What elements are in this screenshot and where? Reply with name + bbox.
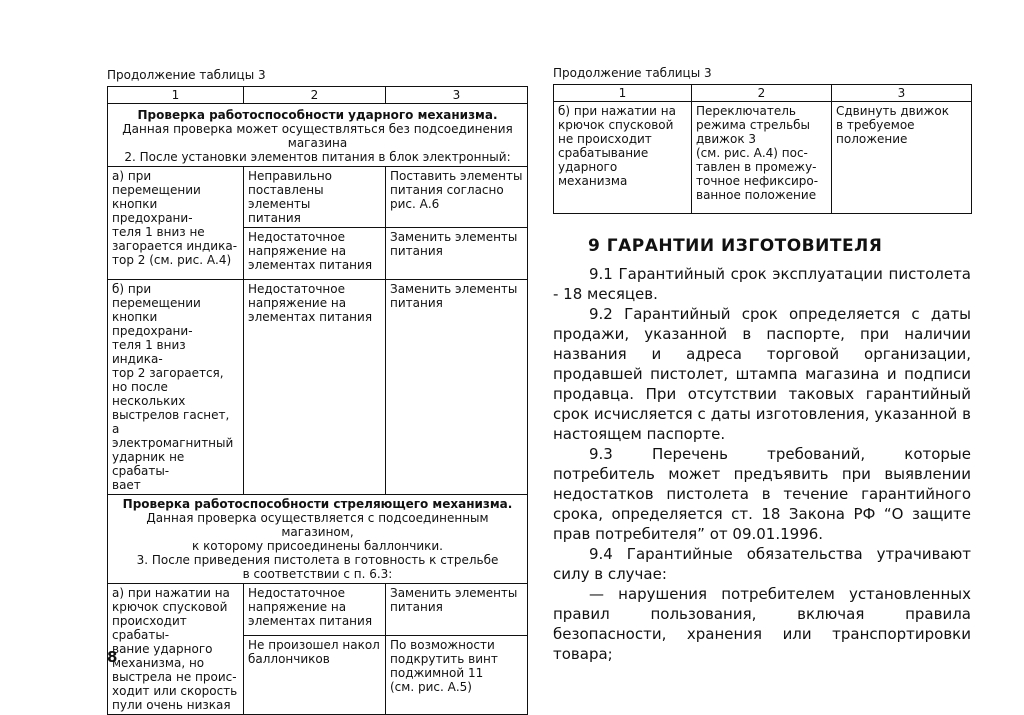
table-header-row (554, 85, 972, 102)
col-header-1: 1 (108, 87, 244, 104)
fix-reinstall-batteries: Поставить элементы питания согласно рис. А.6 (386, 167, 528, 228)
section-row-firing (108, 495, 528, 584)
paragraph-9-3: 9.3 Перечень требований, которые потребитель может предъявить при выявлении недостатков пистолета в течение гарантийного срока, определяется ст. 18 Закона РФ “О защите прав потребителя” от 09.01.1996. (553, 445, 971, 543)
section-title-firing: Проверка работоспособности стреляющего механизма. (122, 497, 513, 511)
left-table (107, 86, 528, 715)
section-step-3: 3. После приведения пистолета в готовность к стрельбе в соответствии с п. 6.3: (136, 553, 499, 581)
cause-wrong-batteries: Неправильно поставлены элементы питания (244, 167, 386, 228)
col-header-1: 1 (554, 85, 692, 102)
table-header-row (108, 87, 528, 104)
table-row (108, 167, 528, 228)
left-table-caption: Продолжение таблицы 3 (107, 68, 266, 82)
fix-replace-batteries: Заменить элементы питания (386, 280, 528, 495)
cause-no-puncture: Не произошел накол баллончиков (244, 635, 386, 714)
section-title-impact: Проверка работоспособности ударного механизма. (137, 108, 498, 122)
section-step-2: 2. После установки элементов питания в блок электронный: (124, 150, 511, 164)
right-table (553, 84, 972, 214)
cause-low-voltage: Недостаточное напряжение на элементах питания (244, 228, 386, 280)
section-note-impact: Данная проверка может осуществляться без подсоединения магазина (122, 122, 513, 150)
section-note-firing: Данная проверка осуществляется с подсоединенным магазином, к которому присоединены баллончики. (146, 511, 489, 553)
right-table-caption: Продолжение таблицы 3 (553, 66, 712, 80)
cause-low-voltage: Недостаточное напряжение на элементах питания (244, 280, 386, 495)
section-row-impact (108, 104, 528, 167)
col-header-2: 2 (244, 87, 386, 104)
section-heading: 9 ГАРАНТИИ ИЗГОТОВИТЕЛЯ (588, 236, 883, 256)
cause-low-voltage: Недостаточное напряжение на элементах питания (244, 584, 386, 636)
fix-tighten-screw: По возможности подкрутить винт поджимной 11 (см. рис. А.5) (386, 635, 528, 714)
symptom-trigger-no-action: б) при нажатии на крючок спусковой не происходит срабатывание ударного механизма (554, 102, 692, 214)
cause-mode-switch: Переключатель режима стрельбы движок 3 (см. рис. А.4) пос- тавлен в промежу- точное нефиксиро- ванное положение (692, 102, 832, 214)
symptom-a-indicator: а) при перемещении кнопки предохрани- теля 1 вниз не загорается индика- тор 2 (см. рис. А.4) (108, 167, 244, 280)
symptom-no-shot: а) при нажатии на крючок спусковой происходит срабаты- вание ударного механизма, но выстрела не проис- ходит или скорость пули очень низкая (108, 584, 244, 715)
table-row (108, 584, 528, 636)
page-number: 8 (107, 648, 118, 666)
paragraph-list-item: — нарушения потребителем установленных правил пользования, включая правила безопасности, хранения или транспортировки товара; (553, 585, 971, 663)
fix-move-slider: Сдвинуть движок в требуемое положение (832, 102, 972, 214)
table-row (108, 280, 528, 495)
table-row (554, 102, 972, 214)
paragraph-9-2: 9.2 Гарантийный срок определяется с даты продажи, указанной в паспорте, при наличии названия и адреса торговой организации, продавшей пистолет, штампа магазина и подписи продавца. При отсутствии таковых гарантийный срок исчисляется с даты изготовления, указанной в настоящем паспорте. (553, 305, 971, 443)
warranty-text (553, 264, 971, 664)
symptom-b-indicator-fades: б) при перемещении кнопки предохрани- теля 1 вниз индика- тор 2 загорается, но после нескольких выстрелов гаснет, а электромагнитный ударник не срабаты- вает (108, 280, 244, 495)
col-header-3: 3 (832, 85, 972, 102)
paragraph-9-4: 9.4 Гарантийные обязательства утрачивают силу в случае: (553, 545, 971, 583)
fix-replace-batteries: Заменить элементы питания (386, 584, 528, 636)
paragraph-9-1: 9.1 Гарантийный срок эксплуатации пистолета - 18 месяцев. (553, 265, 971, 303)
col-header-2: 2 (692, 85, 832, 102)
col-header-3: 3 (386, 87, 528, 104)
fix-replace-batteries: Заменить элементы питания (386, 228, 528, 280)
